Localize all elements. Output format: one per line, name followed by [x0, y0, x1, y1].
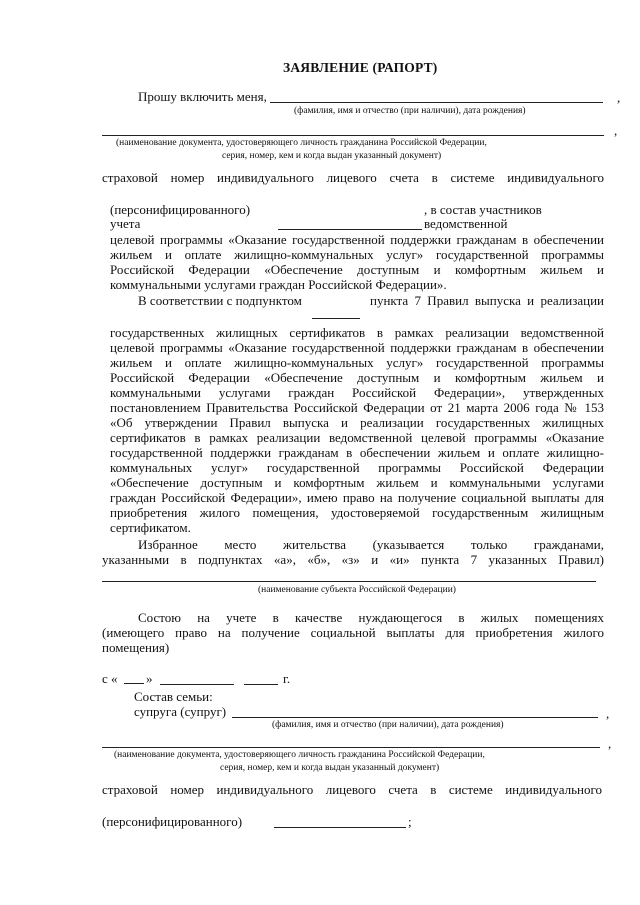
departmental-label: ведомственной [424, 216, 508, 231]
id-doc-hint-1: (наименование документа, удостоверяющего личность гражданина Российской Федерации, [116, 138, 487, 148]
spouse-id-doc-hint-1: (наименование документа, удостоверяющего личность гражданина Российской Федерации, [114, 750, 485, 760]
subject-blank-line [102, 581, 596, 582]
rules-line-6: постановлением Правительства Российской Федерации от 21 марта 2006 года № 153 [110, 400, 604, 415]
spouse-id-doc-comma: , [608, 736, 612, 751]
fio-hint: (фамилия, имя и отчество (при наличии), дата рождения) [294, 106, 526, 116]
subpoint-blank-line [312, 318, 360, 319]
accordance-start: В соответствии с подпунктом [138, 293, 302, 308]
id-doc-comma: , [614, 123, 618, 138]
request-prompt: Прошу включить меня, [138, 89, 267, 104]
rules-line-1: государственных жилищных сертификатов в рамках реализации ведомственной [110, 325, 604, 340]
program-line-4: коммунальными услугами граждан Российской Федерации». [110, 277, 447, 292]
program-line-3: Российской Федерации «Обеспечение доступным и комфортным жильем и [110, 262, 604, 277]
program-line-1: целевой программы «Оказание государственной поддержки гражданам в обеспечении [110, 232, 604, 247]
id-doc-hint-2: серия, номер, кем и когда выдан указанный документ) [222, 151, 442, 161]
spouse-id-doc-hint-2: серия, номер, кем и когда выдан указанный документ) [220, 763, 440, 773]
program-line-2: жильем и оплате жилищно-коммунальных услуг» государственной программы [110, 247, 604, 262]
registered-line-2: (имеющего право на получение социальной выплаты для приобретения жилого [102, 625, 604, 640]
rules-line-5: коммунальными услугами граждан Российской Федерации», утвержденных [110, 385, 604, 400]
date-close-quote: » [146, 671, 153, 686]
date-year-suffix: г. [283, 671, 291, 686]
in-members-label: , в состав участников [424, 202, 542, 217]
chosen-residence-line-2: указанными в подпунктах «а», «б», «з» и «и» пункта 7 указанных Правил) [102, 552, 604, 567]
subject-hint: (наименование субъекта Российской Федерации) [258, 585, 456, 595]
spouse-fio-blank-line [232, 717, 598, 718]
personified-label: (персонифицированного) [110, 202, 251, 217]
spouse-snils-semicolon: ; [408, 814, 412, 829]
rules-line-10: коммунальных услуг» государственной программы Российской Федерации [110, 460, 604, 475]
spouse-fio-hint: (фамилия, имя и отчество (при наличии), дата рождения) [272, 720, 504, 730]
spouse-personified-label: (персонифицированного) [102, 814, 243, 829]
fio-blank-line [270, 102, 603, 103]
registered-line-3: помещения) [102, 640, 170, 655]
date-year-blank [244, 684, 278, 685]
rules-line-14: сертификатом. [110, 520, 191, 535]
spouse-label: супруга (супруг) [134, 704, 227, 719]
chosen-residence-line-1: Избранное место жительства (указывается только гражданами, [138, 537, 604, 552]
rules-line-2: целевой программы «Оказание государственной поддержки гражданам в обеспечении [110, 340, 604, 355]
rules-line-11: «Обеспечение доступным и комфортным жильем и коммунальными услугами [110, 475, 604, 490]
accounting-label: учета [110, 216, 141, 231]
accordance-end: пункта 7 Правил выпуска и реализации [370, 293, 604, 308]
spouse-snils-line: страховой номер индивидуального лицевого счета в системе индивидуального [102, 782, 602, 797]
date-from: с « [102, 671, 118, 686]
rules-line-12: граждан Российской Федерации», имею право на получение социальной выплаты для [110, 490, 604, 505]
family-label: Состав семьи: [134, 689, 213, 704]
rules-line-8: сертификатов в рамках реализации ведомственной целевой программы «Оказание [110, 430, 604, 445]
fio-comma: , [617, 90, 621, 105]
rules-line-13: приобретения жилого помещения, удостоверяемой государственным жилищным [110, 505, 604, 520]
spouse-snils-blank-line [274, 827, 406, 828]
spouse-id-doc-blank-line [102, 747, 600, 748]
snils-blank-line [278, 229, 422, 230]
registered-line-1: Состою на учете в качестве нуждающегося в жилых помещениях [138, 610, 604, 625]
date-day-blank [124, 683, 144, 684]
rules-line-4: Российской Федерации «Обеспечение доступным и комфортным жильем и [110, 370, 604, 385]
rules-line-3: жильем и оплате жилищно-коммунальных услуг» государственной программы [110, 355, 604, 370]
document-title: ЗАЯВЛЕНИЕ (РАПОРТ) [283, 60, 438, 75]
rules-line-7: «Об утверждении Правил выпуска и реализации государственных жилищных [110, 415, 604, 430]
rules-line-9: государственной поддержки гражданам в обеспечении жильем и оплате жилищно- [110, 445, 604, 460]
snils-line: страховой номер индивидуального лицевого счета в системе индивидуального [102, 170, 604, 185]
spouse-fio-comma: , [606, 706, 610, 721]
date-month-blank [160, 684, 234, 685]
id-doc-blank-line [102, 135, 604, 136]
